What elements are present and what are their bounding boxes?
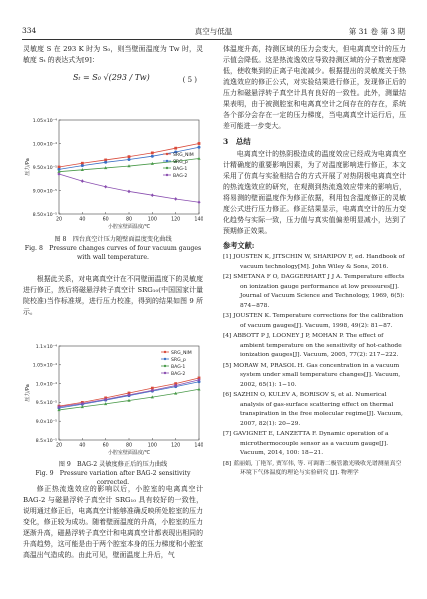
x-tick-label: 40	[79, 443, 86, 449]
y-tick-label: 9.00×10⁻⁵	[32, 189, 57, 195]
x-tick-label: 40	[79, 217, 86, 223]
reference-list	[223, 253, 406, 479]
y-tick-label: 1.05×10⁻⁴	[32, 363, 57, 369]
figure-9-chart	[23, 340, 203, 458]
reference-item: [3] JOUSTEN K. Temperature corrections for the calibration of vacuum gauges[J]. Vacuum, 1998, 49(2): 81−87.	[223, 313, 404, 329]
legend-marker	[166, 160, 168, 162]
x-tick-label: 100	[147, 217, 157, 223]
y-axis-label: 压力/Pa	[25, 158, 31, 176]
figure-8	[23, 114, 203, 236]
paragraph: 根据此关系，对电离真空计在不同壁面温度下的灵敏度进行修正，然后将磁悬浮转子真空计 SRG₁₀(中国国家计量院校准)当作标准规，进行压力校准，得到的结果如图 9 所示。	[23, 275, 203, 316]
figure-8-caption-cn: 图 8 四台真空计压力随壁面温度变化曲线	[54, 236, 172, 243]
x-axis-label: 小腔室壁面温度/℃	[107, 224, 151, 230]
reference-item: [2] SMETANA F O, DAGGERHART J J A. Temperature effects on ionization gauge performance at low pressures[J]. Journal of Vacuum Science and Technology, 1969, 6(5): 874−878.	[223, 274, 405, 309]
y-tick-label: 9.5×10⁻⁵	[35, 401, 57, 407]
left-column	[23, 44, 203, 96]
x-axis-label: 小腔室壁面温度/℃	[107, 450, 151, 456]
equation-number: ( 5 )	[182, 76, 197, 84]
x-tick-label: 100	[147, 443, 157, 449]
data-point	[197, 200, 200, 204]
legend-label: BAG-1	[173, 166, 188, 172]
x-tick-label: 120	[171, 217, 181, 223]
page-header	[22, 24, 405, 38]
header-rule	[22, 39, 405, 40]
legend-label: SRG_p	[173, 159, 188, 165]
x-tick-label: 80	[125, 443, 133, 449]
legend-marker	[164, 358, 166, 360]
left-column-mid	[23, 274, 203, 318]
reference-item: [8] 蓝丽娟, 丁艳军, 贾军伟, 等. 可调谐二极管激光吸收光谱测量真空环境下气体温度的理论与实验研究 [J]. 物理学	[223, 460, 402, 476]
data-point	[151, 152, 154, 155]
figure-8-captions	[23, 235, 203, 262]
references-title: 参考文献:	[223, 241, 255, 250]
x-tick-label: 140	[194, 443, 203, 449]
y-axis-label: 压力/Pa	[25, 384, 31, 402]
section-title: 3 总结	[223, 137, 251, 146]
data-point	[81, 179, 84, 183]
data-point	[174, 147, 177, 150]
data-point	[197, 157, 200, 160]
journal-title: 真空与低温	[194, 27, 233, 36]
figure-9-captions	[23, 460, 203, 487]
y-tick-label: 8.50×10⁻⁵	[32, 212, 57, 218]
legend-label: BAG-2	[173, 173, 188, 179]
equation-body: Sₜ = S₀ √(293 / Tw)	[73, 73, 150, 82]
y-tick-label: 9.0×10⁻⁵	[35, 420, 57, 425]
data-point	[127, 190, 130, 194]
data-point	[151, 155, 154, 158]
legend-label: SRG_NIM	[171, 350, 192, 356]
y-tick-label: 8.5×10⁻⁵	[35, 438, 57, 444]
data-point	[174, 197, 177, 201]
paragraph: 电离真空计的热阴极造成的温度效应已经成为电离真空计精确度的重要影响因素，为了对温度影响进行修正，本文采用了仿真与实验相结合的方式开展了对热阴极电离真空计的热流逸效应的研究，在观测到热流逸效应带来的影响后，将易测的壁面温度作为修正依据，利用包含温度修正的灵敏度公式进行压力修正。修正结果显示，电离真空计的压力变化趋势与实际一致，压力值与真实值偏差明显减小，达到了预期修正效果。	[223, 150, 406, 235]
figure-9	[23, 340, 203, 462]
y-tick-label: 1.00×10⁻⁴	[32, 142, 57, 148]
data-point	[151, 193, 154, 197]
data-point	[81, 164, 84, 167]
legend-marker	[164, 351, 166, 353]
reference-item: [7] GAVIGNET E, LANZETTA F. Dynamic operation of a microthermocouple sensor as a vacuum gauge[J]. Vacuum, 2014, 100: 18−21.	[223, 431, 389, 456]
data-point	[104, 161, 107, 164]
y-tick-label: 1.05×10⁻⁴	[32, 118, 57, 124]
legend-label: SRG_NIM	[173, 152, 194, 158]
data-point	[197, 387, 200, 390]
paragraph: 灵敏度 S 在 293 K 时为 S₀，则当壁面温度为 Tw 时，灵敏度 Sₜ 的表达式为[9]：	[23, 45, 203, 64]
data-point	[198, 146, 201, 149]
paragraph: 修正热流逸效应的影响以后，小腔室的电离真空计 BAG-2 与磁悬浮转子真空计 SRG₁₀ 具有较好的一致性，说明通过修正后，电离真空计能够准确反映所处腔室的压力变化，修正较为成功。随着壁面温度的升高，小腔室的压力逐渐升高，磁悬浮转子真空计和电离真空计都表现出相同的升高趋势，这可能是由于两个腔室本身的压力梯度和小腔室高温出气造成的。由此可见，壁面温度上升后，气	[23, 485, 203, 559]
x-tick-label: 20	[55, 217, 63, 223]
reference-item: [5] MORAW M, PRASOL H. Gas concentration in a vacuum system under small temperature changes[J]. Vacuum, 2002, 65(1): 1−10.	[223, 362, 401, 388]
legend-marker	[166, 153, 168, 155]
legend-marker	[164, 372, 166, 374]
legend-label: BAG-1	[171, 364, 186, 370]
reference-item: [1] JOUSTEN K, JITSCHIN W, SHARIPOV F, ed. Handbook of vacuum technology[M]. John Wiley & Sons, 2016.	[223, 254, 405, 270]
equation-5	[23, 66, 203, 96]
reference-item: [6] SAZHIN O, KULEV A, BORISOV S, et al. Numerical analysis of gas-surface scattering effect on thermal transpiration in the free molecular regime[J]. Vacuum, 2007, 82(1): 20−29.	[223, 392, 403, 427]
x-tick-label: 20	[55, 443, 63, 449]
x-tick-label: 140	[194, 217, 203, 223]
legend-marker	[164, 365, 166, 367]
x-tick-label: 120	[171, 443, 181, 449]
legend-marker	[166, 167, 168, 169]
x-tick-label: 80	[125, 217, 133, 223]
figure-9-caption-cn: 图 9 BAG-2 灵敏度修正后的压力曲线	[58, 461, 168, 468]
left-column-bottom	[23, 484, 203, 561]
issue-info: 第 31 卷 第 3 期	[348, 27, 405, 36]
x-tick-label: 60	[102, 217, 109, 223]
right-column	[223, 44, 406, 480]
page-number: 334	[22, 26, 37, 35]
data-point	[198, 142, 201, 145]
reference-item: [4] ABBOTT P J, LOONEY J P, MOHAN P. The effect of ambient temperature on the sensitivity of hot-cathode ionization gauges[J]. Vacuum, 2005, 77(2): 217−222.	[223, 333, 402, 358]
legend-label: BAG-2	[171, 371, 186, 377]
paragraph: 体温度升高，持测区域的压力会变大，但电离真空计的压力示值会降低。这是热流逸效应导致持测区域的分子数密度降低，使收集到的正离子电流减少。根据提出的灵敏度关于热流逸效应的修正公式，对实验结果进行修正，发现修正后的压力和磁悬浮转子真空计具有良好的一致性。此外，测量结果表明，由于被测腔室和电离真空计之间存在的存在，系统各个部分会存在一定的压力梯度，当电离真空计运行后，压差可能进一步变大。	[223, 45, 406, 130]
y-tick-label: 1.1×10⁻⁴	[35, 344, 57, 350]
x-tick-label: 60	[102, 443, 109, 449]
legend-label: SRG_p	[171, 357, 186, 363]
data-point	[128, 155, 131, 158]
figure-8-caption-en: Fig. 8 Pressure changes curves of four vacuum gauges with wall temperature.	[24, 245, 202, 261]
figure-9-caption-en: Fig. 9 Pressure variation after BAG-2 sensitivity corrected.	[35, 470, 191, 486]
y-tick-label: 1.0×10⁻⁴	[35, 382, 57, 388]
data-point	[104, 185, 107, 189]
y-tick-label: 9.50×10⁻⁵	[32, 165, 57, 171]
figure-8-chart	[23, 114, 203, 232]
legend-marker	[166, 174, 168, 176]
data-point	[128, 158, 131, 161]
